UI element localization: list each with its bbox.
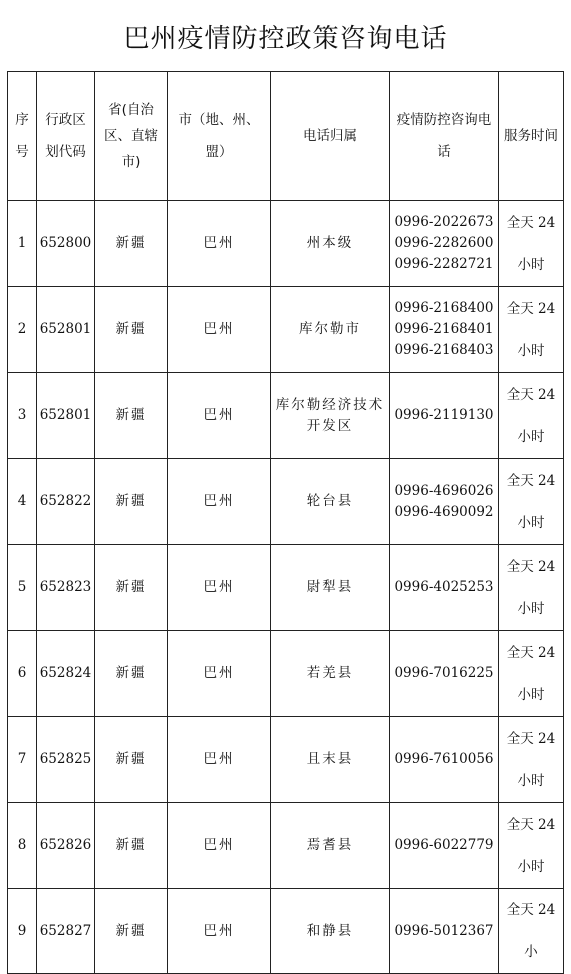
cell-seq: 5 [8,545,37,631]
cell-province: 新疆 [95,287,168,373]
header-city: 市（地、州、盟） [168,72,271,201]
cell-province: 新疆 [95,803,168,889]
phone-number: 0996-2282721 [394,256,494,272]
phone-number: 0996-2022673 [394,214,494,230]
cell-phone [390,803,499,889]
cell-code: 652823 [37,545,95,631]
cell-seq: 3 [8,373,37,459]
cell-phone [390,459,499,545]
table-row [8,889,564,974]
cell-city: 巴州 [168,803,271,889]
cell-seq: 9 [8,889,37,974]
cell-code: 652827 [37,889,95,974]
cell-phone [390,287,499,373]
cell-code: 652825 [37,717,95,803]
cell-city: 巴州 [168,631,271,717]
cell-phone [390,545,499,631]
cell-seq: 4 [8,459,37,545]
table-row [8,287,564,373]
cell-belong: 焉耆县 [271,803,390,889]
cell-seq: 7 [8,717,37,803]
cell-phone [390,201,499,287]
cell-code: 652801 [37,287,95,373]
table-row [8,201,564,287]
cell-hours: 全天 24 小时 [499,545,564,631]
cell-phone [390,373,499,459]
cell-hours: 全天 24 小时 [499,803,564,889]
header-seq: 序号 [8,72,37,201]
cell-code: 652822 [37,459,95,545]
cell-code: 652801 [37,373,95,459]
cell-seq: 6 [8,631,37,717]
cell-belong: 轮台县 [271,459,390,545]
cell-code: 652800 [37,201,95,287]
cell-city: 巴州 [168,459,271,545]
header-province: 省(自治区、直辖市) [95,72,168,201]
phone-number: 0996-5012367 [394,922,494,939]
table-body [8,201,564,974]
cell-seq: 1 [8,201,37,287]
cell-city: 巴州 [168,287,271,373]
cell-belong: 若羌县 [271,631,390,717]
cell-city: 巴州 [168,373,271,459]
phone-number: 0996-2168401 [394,321,494,337]
phone-number: 0996-2168400 [394,300,494,316]
header-phone: 疫情防控咨询电话 [390,72,499,201]
cell-belong: 且末县 [271,717,390,803]
phone-number: 0996-7610056 [394,751,494,767]
cell-hours: 全天 24 小时 [499,201,564,287]
cell-province: 新疆 [95,545,168,631]
cell-province: 新疆 [95,373,168,459]
cell-belong: 州本级 [271,201,390,287]
cell-hours: 全天 24 小时 [499,717,564,803]
phone-number: 0996-7016225 [394,665,494,681]
cell-city: 巴州 [168,201,271,287]
header-hours: 服务时间 [499,72,564,201]
cell-seq: 2 [8,287,37,373]
cell-belong: 库尔勒经济技术开发区 [271,373,390,459]
cell-province: 新疆 [95,717,168,803]
page-title: 巴州疫情防控政策咨询电话 [123,24,448,54]
cell-city: 巴州 [168,717,271,803]
cell-belong: 库尔勒市 [271,287,390,373]
table-row [8,717,564,803]
cell-hours: 全天 24 小 [499,889,564,974]
phone-number: 0996-6022779 [394,837,494,853]
cell-city: 巴州 [168,545,271,631]
phone-number: 0996-2282600 [394,235,494,251]
cell-hours: 全天 24 小时 [499,631,564,717]
header-belong: 电话归属 [271,72,390,201]
phone-number: 0996-2119130 [394,407,494,423]
phone-number: 0996-4025253 [394,579,494,595]
cell-province: 新疆 [95,459,168,545]
cell-belong: 尉犁县 [271,545,390,631]
phone-number: 0996-4690092 [394,503,494,520]
cell-phone [390,717,499,803]
cell-seq: 8 [8,803,37,889]
table-row [8,631,564,717]
cell-code: 652826 [37,803,95,889]
cell-province: 新疆 [95,889,168,974]
cell-city: 巴州 [168,889,271,974]
cell-phone [390,631,499,717]
cell-code: 652824 [37,631,95,717]
table-row [8,459,564,545]
cell-hours: 全天 24 小时 [499,459,564,545]
table-row [8,373,564,459]
table-row [8,803,564,889]
phone-number: 0996-4696026 [394,482,494,499]
contact-table [7,71,564,974]
header-code: 行政区划代码 [37,72,95,201]
cell-province: 新疆 [95,201,168,287]
cell-province: 新疆 [95,631,168,717]
cell-phone [390,889,499,974]
cell-hours: 全天 24 小时 [499,373,564,459]
cell-belong: 和静县 [271,889,390,974]
phone-number: 0996-2168403 [394,342,494,358]
cell-hours: 全天 24 小时 [499,287,564,373]
table-row [8,545,564,631]
header-row [8,72,564,201]
